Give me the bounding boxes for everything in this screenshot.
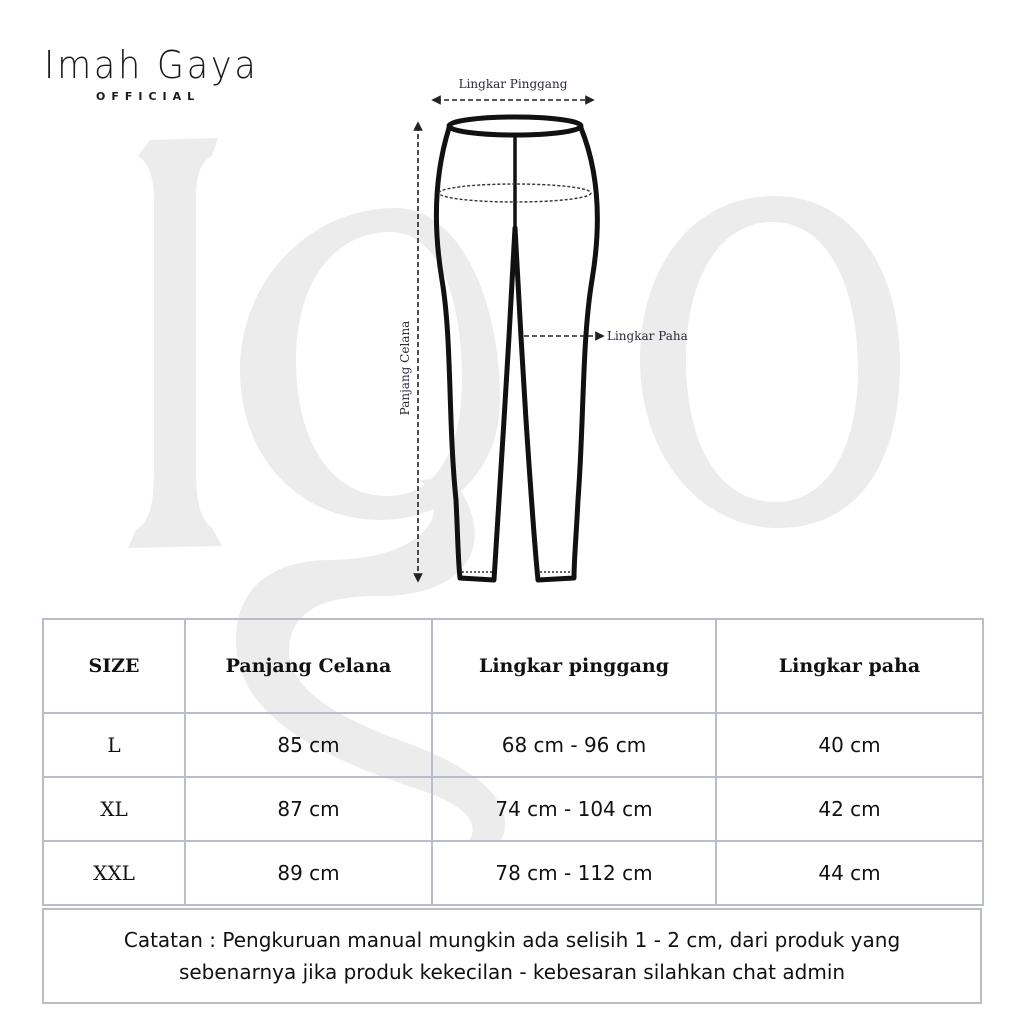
- cell-waist: 78 cm - 112 cm: [432, 841, 716, 905]
- note-line-2: sebenarnya jika produk kekecilan - kebesaran silahkan chat admin: [178, 960, 846, 984]
- brand-tagline: OFFICIAL: [96, 90, 201, 103]
- cell-length: 85 cm: [185, 713, 432, 777]
- table-row: [43, 713, 983, 777]
- table-row: [43, 841, 983, 905]
- cell-thigh: 42 cm: [716, 777, 983, 841]
- cell-waist: 68 cm - 96 cm: [432, 713, 716, 777]
- thigh-label: Lingkar Paha: [607, 329, 688, 343]
- length-label: Panjang Celana: [398, 320, 412, 416]
- table-header-row: [43, 619, 983, 713]
- header-length: Panjang Celana: [185, 619, 432, 713]
- header-waist: Lingkar pinggang: [432, 619, 716, 713]
- cell-thigh: 44 cm: [716, 841, 983, 905]
- cell-length: 89 cm: [185, 841, 432, 905]
- note-line-1: Catatan : Pengkuruan manual mungkin ada selisih 1 - 2 cm, dari produk yang: [123, 928, 901, 952]
- cell-length: 87 cm: [185, 777, 432, 841]
- waist-label: Lingkar Pinggang: [458, 77, 568, 91]
- cell-size: L: [43, 713, 185, 777]
- measurement-note: [42, 908, 982, 1004]
- cell-waist: 74 cm - 104 cm: [432, 777, 716, 841]
- brand-name: Imah Gaya: [44, 43, 259, 87]
- cell-thigh: 40 cm: [716, 713, 983, 777]
- cell-size: XXL: [43, 841, 185, 905]
- header-size: SIZE: [43, 619, 185, 713]
- size-chart-table: [42, 618, 984, 906]
- header-thigh: Lingkar paha: [716, 619, 983, 713]
- table-row: [43, 777, 983, 841]
- pants-outline: [436, 117, 597, 580]
- cell-size: XL: [43, 777, 185, 841]
